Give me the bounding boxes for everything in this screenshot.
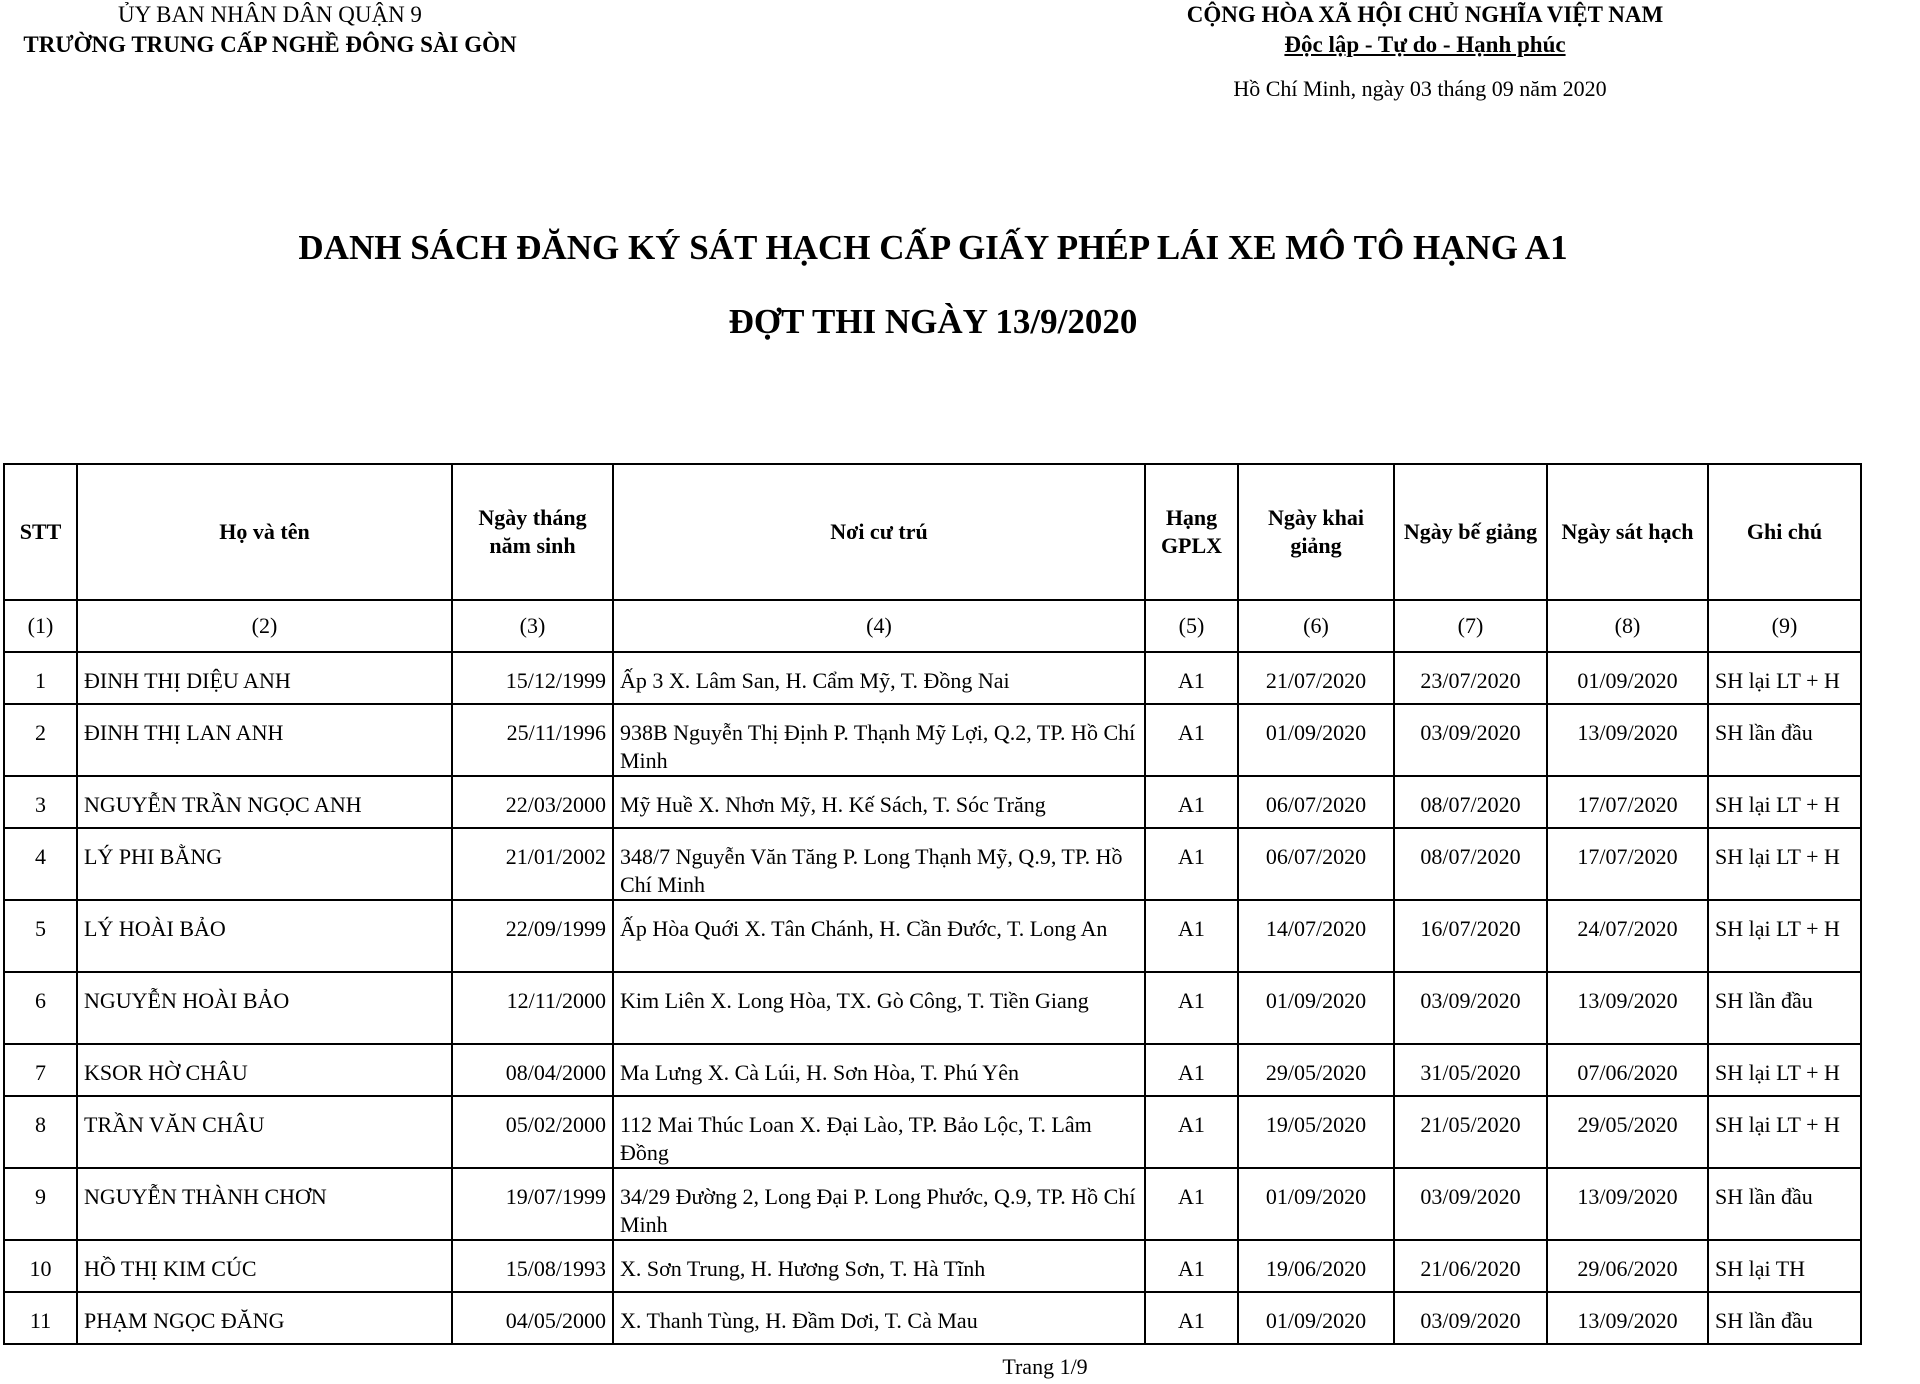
table-row bbox=[4, 704, 1861, 776]
row-license: A1 bbox=[1145, 1044, 1238, 1096]
row-note: SH lần đầu bbox=[1708, 1168, 1861, 1240]
row-dob: 25/11/1996 bbox=[452, 704, 613, 776]
table-header-row bbox=[4, 464, 1861, 600]
column-number: (6) bbox=[1238, 600, 1394, 652]
document-title: DANH SÁCH ĐĂNG KÝ SÁT HẠCH CẤP GIẤY PHÉP LÁI XE MÔ TÔ HẠNG A1 bbox=[298, 228, 1568, 267]
row-exam-date: 17/07/2020 bbox=[1547, 776, 1708, 828]
row-note: SH lại LT + H bbox=[1708, 828, 1861, 900]
table-row bbox=[4, 1044, 1861, 1096]
row-end-date: 03/09/2020 bbox=[1394, 1292, 1547, 1344]
header-address: Nơi cư trú bbox=[613, 464, 1145, 600]
row-dob: 19/07/1999 bbox=[452, 1168, 613, 1240]
row-exam-date: 13/09/2020 bbox=[1547, 704, 1708, 776]
row-address: 34/29 Đường 2, Long Đại P. Long Phước, Q.9, TP. Hồ Chí Minh bbox=[613, 1168, 1145, 1240]
row-stt: 7 bbox=[4, 1044, 77, 1096]
row-start-date: 01/09/2020 bbox=[1238, 1168, 1394, 1240]
authority-line: ỦY BAN NHÂN DÂN QUẬN 9 bbox=[118, 2, 422, 27]
table-row bbox=[4, 652, 1861, 704]
row-name: NGUYỄN HOÀI BẢO bbox=[77, 972, 452, 1044]
row-exam-date: 13/09/2020 bbox=[1547, 1292, 1708, 1344]
row-stt: 2 bbox=[4, 704, 77, 776]
table-row bbox=[4, 776, 1861, 828]
row-dob: 15/12/1999 bbox=[452, 652, 613, 704]
row-dob: 21/01/2002 bbox=[452, 828, 613, 900]
row-address: X. Sơn Trung, H. Hương Sơn, T. Hà Tĩnh bbox=[613, 1240, 1145, 1292]
row-name: NGUYỄN TRẦN NGỌC ANH bbox=[77, 776, 452, 828]
row-address: 348/7 Nguyễn Văn Tăng P. Long Thạnh Mỹ, Q.9, TP. Hồ Chí Minh bbox=[613, 828, 1145, 900]
column-number: (2) bbox=[77, 600, 452, 652]
column-number-row bbox=[4, 600, 1861, 652]
column-number: (3) bbox=[452, 600, 613, 652]
row-address: 938B Nguyễn Thị Định P. Thạnh Mỹ Lợi, Q.2, TP. Hồ Chí Minh bbox=[613, 704, 1145, 776]
row-dob: 05/02/2000 bbox=[452, 1096, 613, 1168]
row-end-date: 08/07/2020 bbox=[1394, 776, 1547, 828]
row-exam-date: 29/06/2020 bbox=[1547, 1240, 1708, 1292]
row-name: NGUYỄN THÀNH CHƠN bbox=[77, 1168, 452, 1240]
header-start-date: Ngày khai giảng bbox=[1238, 464, 1394, 600]
column-number: (5) bbox=[1145, 600, 1238, 652]
row-note: SH lại LT + H bbox=[1708, 776, 1861, 828]
row-note: SH lại LT + H bbox=[1708, 900, 1861, 972]
row-exam-date: 13/09/2020 bbox=[1547, 1168, 1708, 1240]
row-exam-date: 17/07/2020 bbox=[1547, 828, 1708, 900]
row-end-date: 03/09/2020 bbox=[1394, 1168, 1547, 1240]
page-number: Trang 1/9 bbox=[1002, 1354, 1088, 1379]
issuing-authority bbox=[0, 0, 540, 60]
row-stt: 5 bbox=[4, 900, 77, 972]
row-dob: 08/04/2000 bbox=[452, 1044, 613, 1096]
row-name: LÝ HOÀI BẢO bbox=[77, 900, 452, 972]
row-start-date: 01/09/2020 bbox=[1238, 704, 1394, 776]
row-stt: 4 bbox=[4, 828, 77, 900]
row-start-date: 01/09/2020 bbox=[1238, 1292, 1394, 1344]
row-address: Ma Lưng X. Cà Lúi, H. Sơn Hòa, T. Phú Yên bbox=[613, 1044, 1145, 1096]
row-address: Ấp 3 X. Lâm San, H. Cẩm Mỹ, T. Đồng Nai bbox=[613, 652, 1145, 704]
row-start-date: 29/05/2020 bbox=[1238, 1044, 1394, 1096]
row-end-date: 03/09/2020 bbox=[1394, 972, 1547, 1044]
row-stt: 6 bbox=[4, 972, 77, 1044]
row-exam-date: 07/06/2020 bbox=[1547, 1044, 1708, 1096]
row-name: HỒ THỊ KIM CÚC bbox=[77, 1240, 452, 1292]
column-number: (8) bbox=[1547, 600, 1708, 652]
row-start-date: 14/07/2020 bbox=[1238, 900, 1394, 972]
row-end-date: 23/07/2020 bbox=[1394, 652, 1547, 704]
row-license: A1 bbox=[1145, 900, 1238, 972]
row-license: A1 bbox=[1145, 776, 1238, 828]
row-name: ĐINH THỊ DIỆU ANH bbox=[77, 652, 452, 704]
header-license: Hạng GPLX bbox=[1145, 464, 1238, 600]
table-row bbox=[4, 900, 1861, 972]
row-end-date: 16/07/2020 bbox=[1394, 900, 1547, 972]
row-start-date: 06/07/2020 bbox=[1238, 828, 1394, 900]
row-end-date: 31/05/2020 bbox=[1394, 1044, 1547, 1096]
row-license: A1 bbox=[1145, 1292, 1238, 1344]
row-stt: 3 bbox=[4, 776, 77, 828]
row-end-date: 21/05/2020 bbox=[1394, 1096, 1547, 1168]
row-note: SH lại LT + H bbox=[1708, 652, 1861, 704]
row-exam-date: 29/05/2020 bbox=[1547, 1096, 1708, 1168]
row-name: TRẦN VĂN CHÂU bbox=[77, 1096, 452, 1168]
row-license: A1 bbox=[1145, 652, 1238, 704]
row-license: A1 bbox=[1145, 1240, 1238, 1292]
republic-name: CỘNG HÒA XÃ HỘI CHỦ NGHĨA VIỆT NAM bbox=[1186, 2, 1664, 27]
table-row bbox=[4, 1292, 1861, 1344]
row-address: Ấp Hòa Quới X. Tân Chánh, H. Cần Đước, T. Long An bbox=[613, 900, 1145, 972]
row-address: X. Thanh Tùng, H. Đầm Dơi, T. Cà Mau bbox=[613, 1292, 1145, 1344]
row-end-date: 08/07/2020 bbox=[1394, 828, 1547, 900]
row-license: A1 bbox=[1145, 1168, 1238, 1240]
row-start-date: 06/07/2020 bbox=[1238, 776, 1394, 828]
row-stt: 1 bbox=[4, 652, 77, 704]
row-dob: 04/05/2000 bbox=[452, 1292, 613, 1344]
row-stt: 11 bbox=[4, 1292, 77, 1344]
document-date: Hồ Chí Minh, ngày 03 tháng 09 năm 2020 bbox=[1233, 76, 1607, 101]
national-motto bbox=[1105, 0, 1745, 60]
row-start-date: 21/07/2020 bbox=[1238, 652, 1394, 704]
row-address: Kim Liên X. Long Hòa, TX. Gò Công, T. Tiền Giang bbox=[613, 972, 1145, 1044]
row-name: ĐINH THỊ LAN ANH bbox=[77, 704, 452, 776]
row-dob: 15/08/1993 bbox=[452, 1240, 613, 1292]
column-number: (1) bbox=[4, 600, 77, 652]
column-number: (4) bbox=[613, 600, 1145, 652]
row-start-date: 19/06/2020 bbox=[1238, 1240, 1394, 1292]
row-note: SH lại LT + H bbox=[1708, 1044, 1861, 1096]
motto: Độc lập - Tự do - Hạnh phúc bbox=[1284, 32, 1566, 57]
row-end-date: 21/06/2020 bbox=[1394, 1240, 1547, 1292]
row-note: SH lần đầu bbox=[1708, 1292, 1861, 1344]
header-exam-date: Ngày sát hạch bbox=[1547, 464, 1708, 600]
row-note: SH lại TH bbox=[1708, 1240, 1861, 1292]
column-number: (7) bbox=[1394, 600, 1547, 652]
row-note: SH lần đầu bbox=[1708, 704, 1861, 776]
table-row bbox=[4, 828, 1861, 900]
row-license: A1 bbox=[1145, 1096, 1238, 1168]
row-address: 112 Mai Thúc Loan X. Đại Lào, TP. Bảo Lộc, T. Lâm Đồng bbox=[613, 1096, 1145, 1168]
header-stt: STT bbox=[4, 464, 77, 600]
table-row bbox=[4, 1096, 1861, 1168]
row-start-date: 01/09/2020 bbox=[1238, 972, 1394, 1044]
row-name: PHẠM NGỌC ĐĂNG bbox=[77, 1292, 452, 1344]
row-exam-date: 01/09/2020 bbox=[1547, 652, 1708, 704]
row-note: SH lại LT + H bbox=[1708, 1096, 1861, 1168]
row-end-date: 03/09/2020 bbox=[1394, 704, 1547, 776]
table-row bbox=[4, 1168, 1861, 1240]
row-address: Mỹ Huề X. Nhơn Mỹ, H. Kế Sách, T. Sóc Trăng bbox=[613, 776, 1145, 828]
registration-table bbox=[3, 463, 1862, 1345]
row-stt: 8 bbox=[4, 1096, 77, 1168]
row-license: A1 bbox=[1145, 972, 1238, 1044]
column-number: (9) bbox=[1708, 600, 1861, 652]
row-exam-date: 13/09/2020 bbox=[1547, 972, 1708, 1044]
row-stt: 10 bbox=[4, 1240, 77, 1292]
row-license: A1 bbox=[1145, 828, 1238, 900]
row-name: LÝ PHI BẰNG bbox=[77, 828, 452, 900]
header-dob: Ngày tháng năm sinh bbox=[452, 464, 613, 600]
row-dob: 22/03/2000 bbox=[452, 776, 613, 828]
row-dob: 12/11/2000 bbox=[452, 972, 613, 1044]
row-license: A1 bbox=[1145, 704, 1238, 776]
row-start-date: 19/05/2020 bbox=[1238, 1096, 1394, 1168]
table-row bbox=[4, 1240, 1861, 1292]
table-row bbox=[4, 972, 1861, 1044]
document-subtitle: ĐỢT THI NGÀY 13/9/2020 bbox=[728, 302, 1138, 341]
row-stt: 9 bbox=[4, 1168, 77, 1240]
header-note: Ghi chú bbox=[1708, 464, 1861, 600]
header-name: Họ và tên bbox=[77, 464, 452, 600]
row-exam-date: 24/07/2020 bbox=[1547, 900, 1708, 972]
row-name: KSOR HỜ CHÂU bbox=[77, 1044, 452, 1096]
school-name: TRƯỜNG TRUNG CẤP NGHỀ ĐÔNG SÀI GÒN bbox=[23, 32, 517, 57]
row-note: SH lần đầu bbox=[1708, 972, 1861, 1044]
header-end-date: Ngày bế giảng bbox=[1394, 464, 1547, 600]
row-dob: 22/09/1999 bbox=[452, 900, 613, 972]
